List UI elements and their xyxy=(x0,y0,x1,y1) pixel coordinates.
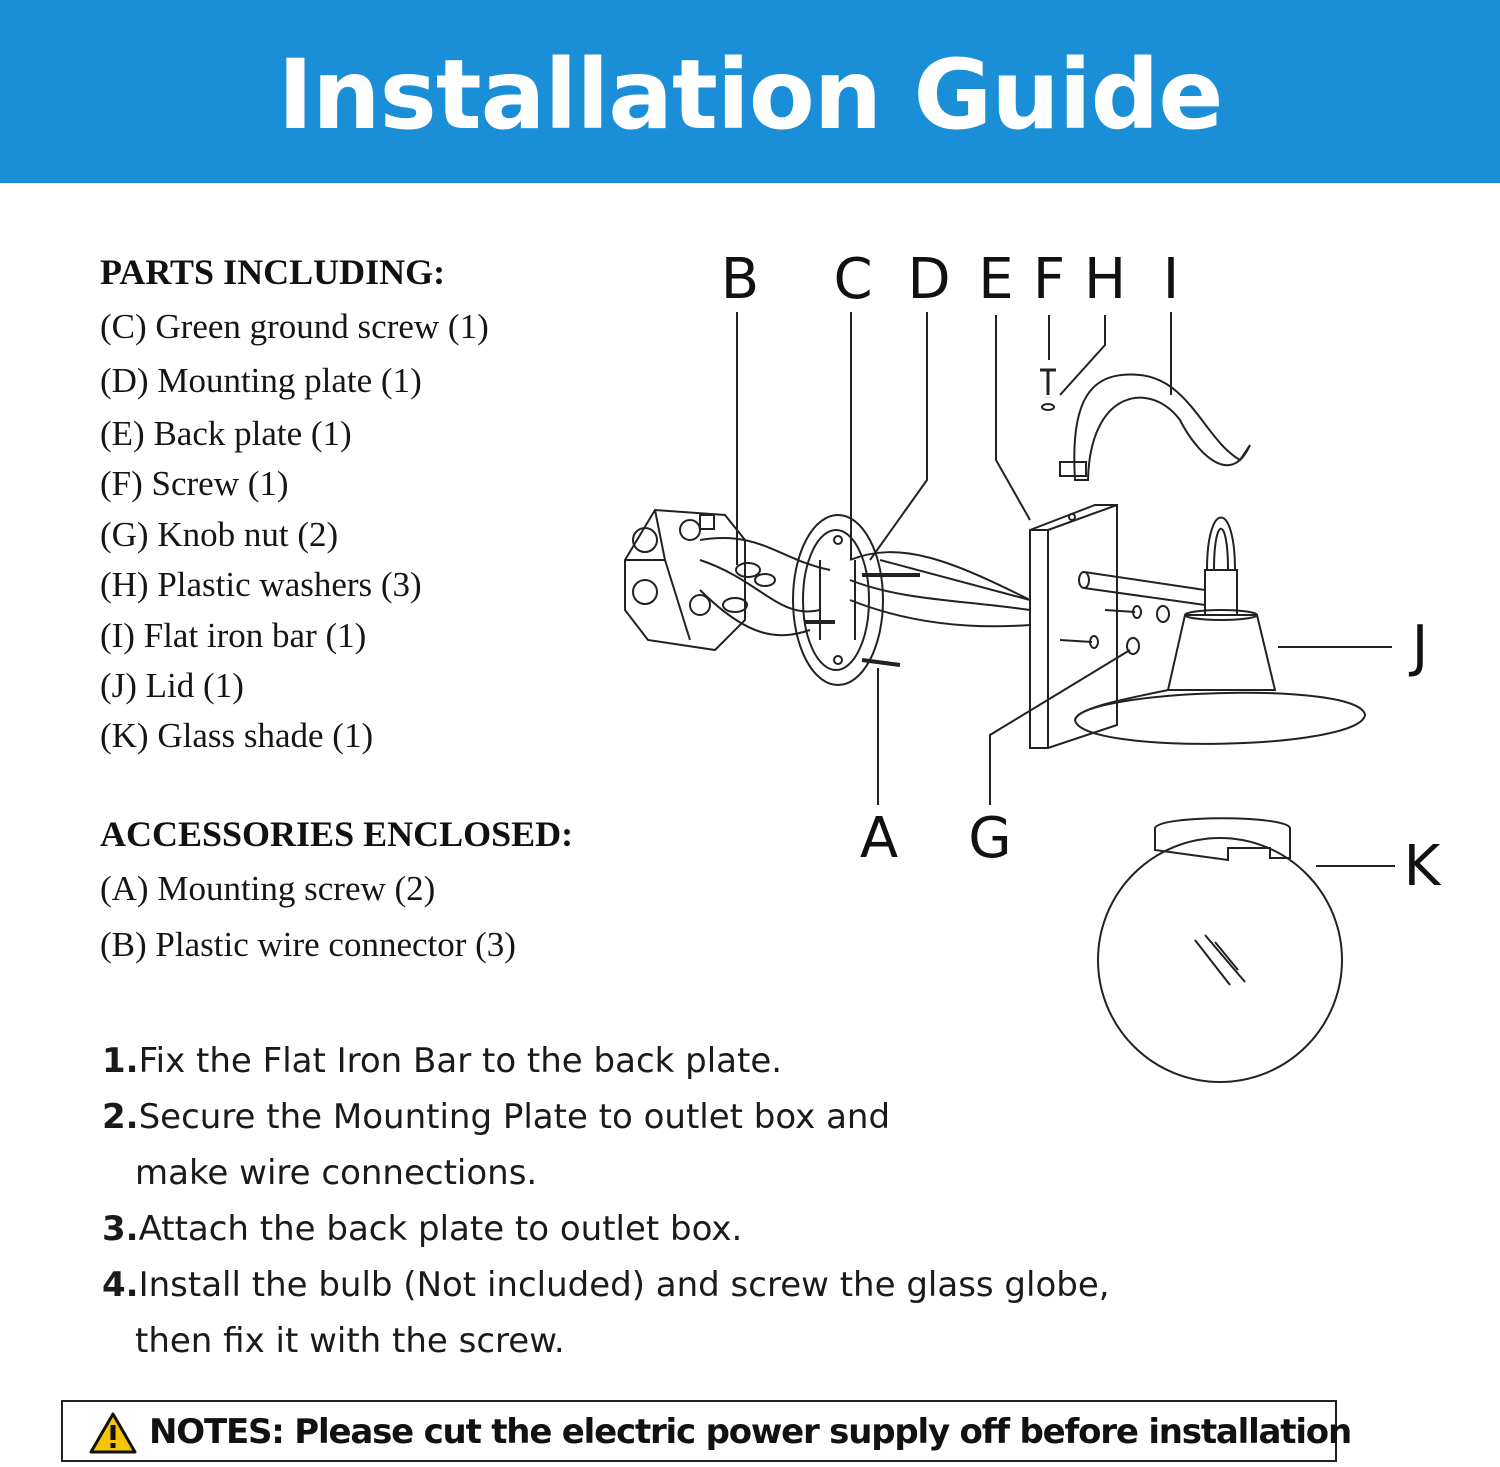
accessory-item-b: (B) Plastic wire connector (3) xyxy=(100,925,516,964)
back-plate xyxy=(1030,505,1117,748)
plastic-washer xyxy=(1042,404,1054,410)
exploded-diagram xyxy=(600,240,1500,1100)
part-item-g: (G) Knob nut (2) xyxy=(100,515,339,554)
page-title: Installation Guide xyxy=(277,39,1223,151)
bar-bracket xyxy=(1060,462,1086,476)
diagram-label-f: F xyxy=(1032,247,1066,312)
step-number: 1. xyxy=(102,1041,139,1081)
part-item-h: (H) Plastic washers (3) xyxy=(100,565,422,604)
part-item-c: (C) Green ground screw (1) xyxy=(100,307,489,346)
notes-text: NOTES: Please cut the electric power supply off before installation xyxy=(149,1412,1351,1452)
step-number: 2. xyxy=(102,1097,139,1137)
mounting-screw xyxy=(805,575,920,665)
diagram-label-h: H xyxy=(1083,247,1127,312)
wires xyxy=(700,538,1030,635)
step-text-continued: then fix it with the screw. xyxy=(135,1321,565,1361)
diagram-label-a: A xyxy=(859,806,899,871)
flat-iron-bar xyxy=(1074,374,1250,480)
installation-steps xyxy=(102,1033,1152,1369)
step-1 xyxy=(102,1033,1152,1089)
part-item-i: (I) Flat iron bar (1) xyxy=(100,616,367,655)
step-text: Secure the Mounting Plate to outlet box and xyxy=(138,1097,891,1137)
lid xyxy=(1075,518,1365,744)
diagram-label-c: C xyxy=(833,247,873,312)
knob-nut xyxy=(1060,606,1169,654)
warning-icon xyxy=(89,1412,137,1454)
outlet-box xyxy=(625,510,745,650)
step-3 xyxy=(102,1201,1152,1257)
leader-lines xyxy=(737,312,1395,866)
wire-connector xyxy=(723,598,747,612)
diagram-label-e: E xyxy=(978,247,1014,312)
screw-f xyxy=(1040,370,1056,395)
part-item-f: (F) Screw (1) xyxy=(100,464,289,503)
step-text-continued: make wire connections. xyxy=(135,1153,538,1193)
wire-connector xyxy=(755,574,775,586)
header-banner xyxy=(0,0,1500,183)
accessory-item-a: (A) Mounting screw (2) xyxy=(100,869,436,908)
step-text: Attach the back plate to outlet box. xyxy=(138,1209,743,1249)
diagram-label-g: G xyxy=(968,806,1012,871)
step-4 xyxy=(102,1257,1152,1369)
part-item-k: (K) Glass shade (1) xyxy=(100,716,374,755)
accessories-heading: ACCESSORIES ENCLOSED: xyxy=(100,814,574,854)
wire-connector xyxy=(736,563,760,577)
diagram-label-i: I xyxy=(1162,247,1180,312)
part-item-d: (D) Mounting plate (1) xyxy=(100,361,422,400)
diagram-label-d: D xyxy=(907,247,951,312)
step-text: Install the bulb (Not included) and screw the glass globe, xyxy=(138,1265,1110,1305)
step-number: 3. xyxy=(102,1209,139,1249)
parts-heading: PARTS INCLUDING: xyxy=(100,252,446,292)
diagram-label-k: K xyxy=(1403,834,1441,899)
lamp-arm xyxy=(1079,572,1205,605)
diagram-label-j: J xyxy=(1411,614,1429,679)
diagram-label-b: B xyxy=(720,247,760,312)
notes-box xyxy=(61,1400,1351,1462)
step-text: Fix the Flat Iron Bar to the back plate. xyxy=(138,1041,783,1081)
step-2 xyxy=(102,1089,1152,1201)
part-item-j: (J) Lid (1) xyxy=(100,666,244,705)
part-item-e: (E) Back plate (1) xyxy=(100,414,352,453)
step-number: 4. xyxy=(102,1265,139,1305)
